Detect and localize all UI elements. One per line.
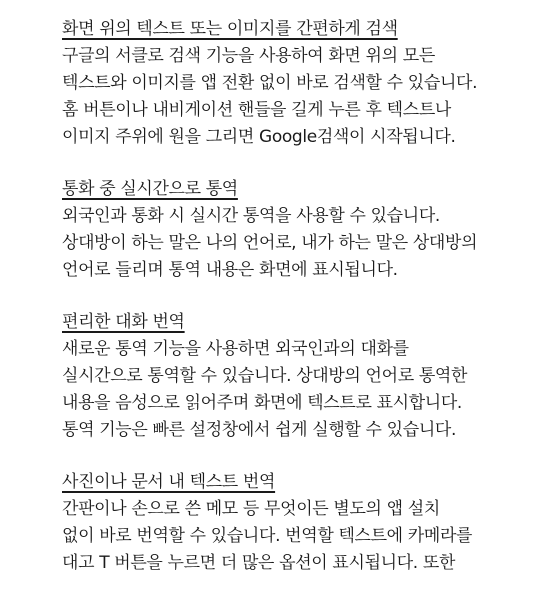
body-text-line: 구글의 서클로 검색 기능을 사용하여 화면 위의 모든 [62,46,435,66]
body-text-line: 내용을 음성으로 읽어주며 화면에 텍스트로 표시합니다. [62,393,462,413]
body-text-line: 언어로 들리며 통역 내용은 화면에 표시됩니다. [62,260,398,280]
section-photo-text-translate [62,469,552,577]
body-text-line: 홈 버튼이나 내비게이션 핸들을 길게 누른 후 텍스트나 [62,100,451,120]
feature-description-content [62,16,552,602]
body-text-line: 텍스트와 이미지를 앱 전환 없이 바로 검색할 수 있습니다. [62,73,478,93]
section-heading: 통화 중 실시간으로 통역 [62,179,238,199]
section-conversation-translate [62,309,552,444]
section-heading: 화면 위의 텍스트 또는 이미지를 간편하게 검색 [62,19,398,39]
body-text-line: 상대방이 하는 말은 나의 언어로, 내가 하는 말은 상대방의 [62,233,478,253]
body-text-line: 이미지 주위에 원을 그리면 Google검색이 시작됩니다. [62,127,456,147]
body-text-line: 통역 기능은 빠른 설정창에서 쉽게 실행할 수 있습니다. [62,420,457,440]
body-text-line: 간판이나 손으로 쓴 메모 등 무엇이든 별도의 앱 설치 [62,499,440,519]
body-text-line: 실시간으로 통역할 수 있습니다. 상대방의 언어로 통역한 [62,366,468,386]
section-heading: 사진이나 문서 내 텍스트 번역 [62,472,276,492]
section-heading: 편리한 대화 번역 [62,312,185,332]
body-text-line: 새로운 통역 기능을 사용하면 외국인과의 대화를 [62,339,409,359]
section-live-call-translate [62,176,552,284]
section-circle-to-search [62,16,552,151]
body-text-line: 대고 T 버튼을 누르면 더 많은 옵션이 표시됩니다. 또한 [62,553,456,573]
body-text-line: 외국인과 통화 시 실시간 통역을 사용할 수 있습니다. [62,206,440,226]
body-text-line: 없이 바로 번역할 수 있습니다. 번역할 텍스트에 카메라를 [62,526,473,546]
